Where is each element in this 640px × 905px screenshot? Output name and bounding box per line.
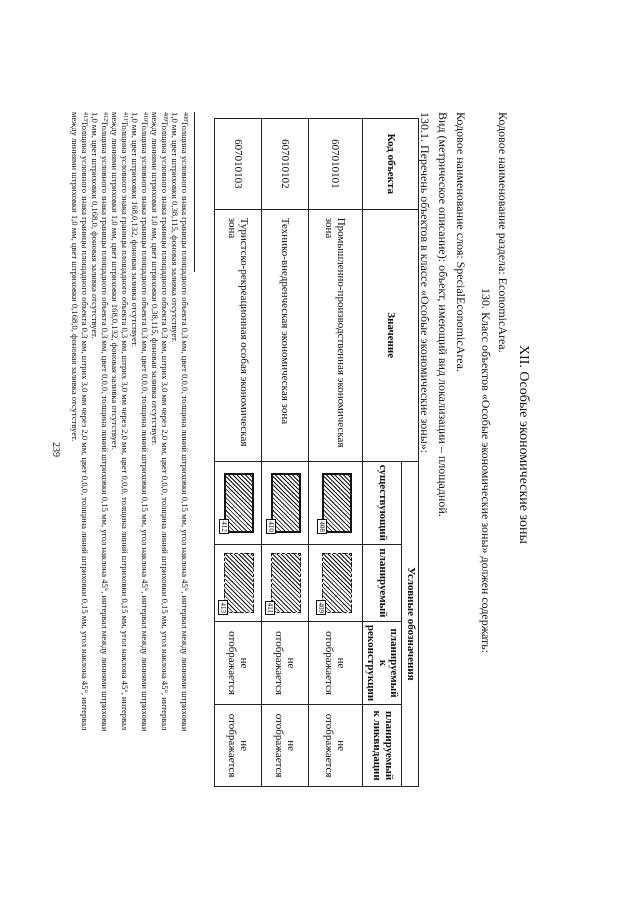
class-heading: 130. Класс объектов «Особые экономические зоны» должен содержать:	[479, 288, 493, 654]
footnote-line: $^{412}$Толщина условного знака границы площадного объекта 0,3 мм, цвет 0,0,0, толщина линий штриховки 0,15 мм, угол наклона 45°, интервал между линиями штриховки	[100, 112, 110, 732]
page-number: 239	[50, 442, 61, 457]
footnote-ref: 410	[267, 521, 276, 532]
hatch-symbol-dashed	[316, 553, 352, 613]
hatch-symbol-solid	[220, 473, 254, 533]
footnote-line: между линиями штриховки 1,0 мм, цвет штриховки 168,0,132, фоновая заливка отсутствует.	[110, 112, 120, 450]
footnote-line: $^{413}$Толщина условного знака границы площадного объекта 0,3 мм, штрих 3,0 мм через 2,0 мм, цвет 0,0,0, толщина линий штриховки 0,15 мм, угол наклона 45°, интервал	[80, 112, 90, 731]
list-heading: 130.1. Перечень объектов в классе «Особые экономические зоны»:	[418, 112, 432, 454]
symbol-reconstruction: не отображается	[214, 621, 261, 704]
object-value: Туристско-рекреационная особая экономическая зона	[214, 209, 261, 461]
object-code: 607010101	[308, 119, 362, 210]
symbol-planned	[214, 544, 261, 621]
section-title: XII. Особые экономические зоны	[516, 345, 531, 544]
object-code: 607010103	[214, 119, 261, 210]
hatch-symbol-solid	[267, 473, 301, 533]
object-value: Технико-внедренческая экономическая зона	[261, 209, 308, 461]
object-code: 607010102	[261, 119, 308, 210]
symbol-planned	[261, 544, 308, 621]
footnote-line: $^{409}$Толщина условного знака границы площадного объекта 0,3 мм, штрих 3,0 мм через 2,0 мм, цвет 0,0,0, толщина линий штриховки 0,15 мм, угол наклона 45°, интервал	[160, 112, 170, 731]
objects-table	[214, 118, 419, 787]
footnote-line: 1,0 мм, цвет штриховки 0,38,115, фоновая заливка отсутствует.	[170, 112, 180, 343]
header-planned: планируемый	[362, 544, 402, 621]
footnote-line: $^{411}$Толщина условного знака границы площадного объекта 0,3 мм, штрих 3,0 мм через 2,0 мм, цвет 0,0,0, толщина линий штриховки 0,15 мм, угол наклона 45°, интервал	[120, 112, 130, 731]
footnote-line: 1,0 мм, цвет штриховки 168,0,132, фоновая заливка отсутствует.	[130, 112, 140, 348]
hatch-symbol-solid	[317, 473, 352, 533]
hatch-symbol-dashed	[266, 553, 301, 613]
table-row	[261, 119, 308, 787]
footnote-ref: 411	[266, 602, 275, 613]
symbol-planned	[308, 544, 362, 621]
symbol-liquidation: не отображается	[308, 705, 362, 787]
footnote-line: $^{408}$Толщина условного знака границы площадного объекта 0,3 мм, цвет 0,0,0, толщина линий штриховки 0,15 мм, угол наклона 45°, интервал между линиями штриховки	[180, 112, 190, 732]
header-value: Значение	[362, 209, 418, 461]
symbol-liquidation: не отображается	[261, 705, 308, 787]
symbol-liquidation: не отображается	[214, 705, 261, 787]
hatch-symbol-dashed	[219, 553, 254, 613]
table-row	[214, 119, 261, 787]
symbol-reconstruction: не отображается	[261, 621, 308, 704]
footnote-line: между линиями штриховки 1,0 мм, цвет штриховки 0,168,0, фоновая заливка отсутствует.	[70, 112, 80, 442]
symbol-reconstruction: не отображается	[308, 621, 362, 704]
section-code-line: Кодовое наименование раздела: EconomicArea.	[496, 112, 510, 353]
symbol-existing	[308, 461, 362, 544]
footnote-ref: 412	[220, 521, 229, 532]
header-planned-reconstruction: планируемый к реконструкции	[362, 621, 402, 704]
table-row	[308, 119, 362, 787]
footnote-line: между линиями штриховки 1,0 мм, цвет штриховки 0,38,115, фоновая заливка отсутствует.	[150, 112, 160, 446]
header-symbols: Условные обозначения	[402, 461, 419, 786]
header-code: Код объекта	[362, 119, 418, 210]
object-value: Промышленно-производственная экономическая зона	[308, 209, 362, 461]
footnote-ref: 413	[219, 602, 228, 613]
symbol-existing	[214, 461, 261, 544]
symbol-existing	[261, 461, 308, 544]
header-planned-liquidation: планируемый к ликвидации	[362, 705, 402, 787]
metric-type-line: Вид (метрическое описание): объект, имеющий вид локализации – площадной.	[436, 112, 450, 517]
footnote-line: 1,0 мм, цвет штриховки 0,168,0, фоновая заливка отсутствует.	[90, 112, 100, 339]
header-existing: существующий	[362, 461, 402, 544]
layer-code-line: Кодовое наименование слоя: SpecialEconomicArea.	[454, 112, 468, 372]
footnote-divider	[194, 112, 195, 272]
footnote-ref: 408	[317, 521, 326, 532]
footnote-line: $^{410}$Толщина условного знака границы площадного объекта 0,3 мм, цвет 0,0,0, толщина линий штриховки 0,15 мм, угол наклона 45°, интервал между линиями штриховки	[140, 112, 150, 732]
footnote-ref: 409	[316, 602, 325, 613]
